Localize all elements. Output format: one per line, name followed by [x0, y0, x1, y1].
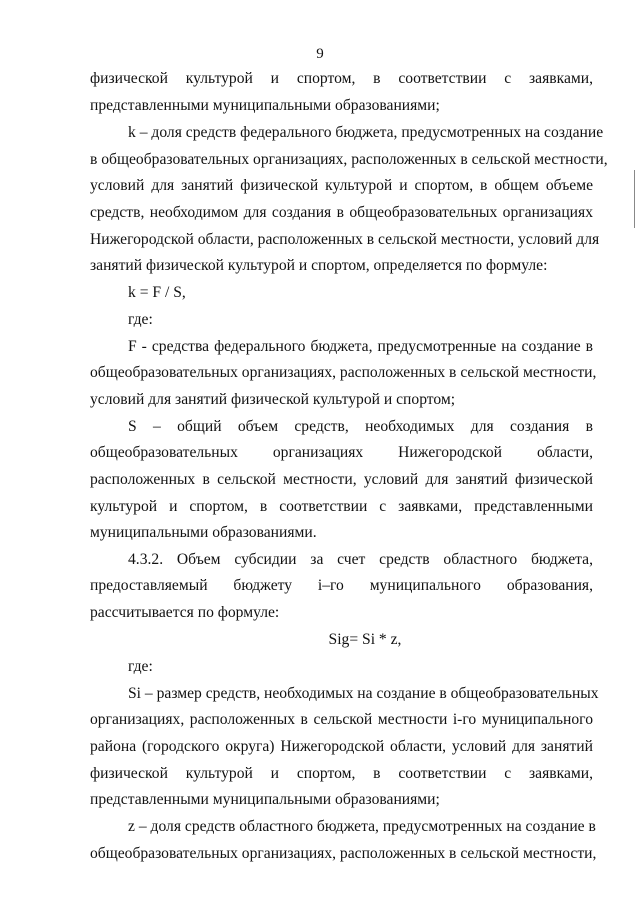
text-line: где: [128, 311, 153, 328]
text-line: предоставляемый бюджету i–го муниципального образования, [90, 577, 593, 594]
text-line: F - средства федерального бюджета, предусмотренные на создание в [128, 338, 593, 355]
text-line: общеобразовательных организациях Нижегородской области, [90, 444, 593, 461]
scan-margin-mark [634, 170, 635, 228]
text-line: Si – размер средств, необходимых на создание в общеобразовательных [128, 685, 599, 702]
text-line: занятий физической культурой и спортом, определяется по формуле: [90, 257, 548, 274]
text-line: рассчитывается по формуле: [90, 604, 280, 621]
formula-k: k = F / S, [128, 284, 186, 301]
text-line: представленными муниципальными образованиями; [90, 97, 440, 114]
text-line: расположенных в сельской местности, условий для занятий физической [90, 471, 593, 488]
text-line: физической культурой и спортом, в соответствии с заявками, [90, 765, 593, 782]
text-line: условий для занятий физической культурой и спортом; [90, 391, 456, 408]
text-line: муниципальными образованиями. [90, 524, 317, 541]
text-line: представленными муниципальными образованиями; [90, 791, 440, 808]
text-line: в общеобразовательных организациях, расположенных в сельской местности, [90, 151, 608, 168]
formula-sig: Sig= Si * z, [328, 631, 402, 648]
text-line: z – доля средств областного бюджета, предусмотренных на создание в [128, 818, 596, 835]
text-line: организациях, расположенных в сельской местности i-го муниципального [90, 711, 593, 728]
page-number: 9 [316, 46, 324, 62]
text-line: где: [128, 658, 153, 675]
text-line: физической культурой и спортом, в соответствии с заявками, [90, 70, 593, 87]
text-line: общеобразовательных организациях, расположенных в сельской местности, [90, 845, 597, 862]
text-line: Нижегородской области, расположенных в сельской местности, условий для [90, 231, 600, 248]
text-line: средств, необходимом для создания в общеобразовательных организациях [90, 204, 593, 221]
text-line: 4.3.2. Объем субсидии за счет средств областного бюджета, [128, 551, 593, 568]
text-line: условий для занятий физической культурой и спортом, в общем объеме [90, 177, 593, 194]
text-line: S – общий объем средств, необходимых для создания в [128, 418, 593, 435]
text-line: района (городского округа) Нижегородской области, условий для занятий [90, 738, 593, 755]
text-line: общеобразовательных организациях, расположенных в сельской местности, [90, 364, 597, 381]
text-line: культурой и спортом, в соответствии с заявками, представленными [90, 498, 593, 515]
text-line: k – доля средств федерального бюджета, предусмотренных на создание [128, 124, 604, 141]
